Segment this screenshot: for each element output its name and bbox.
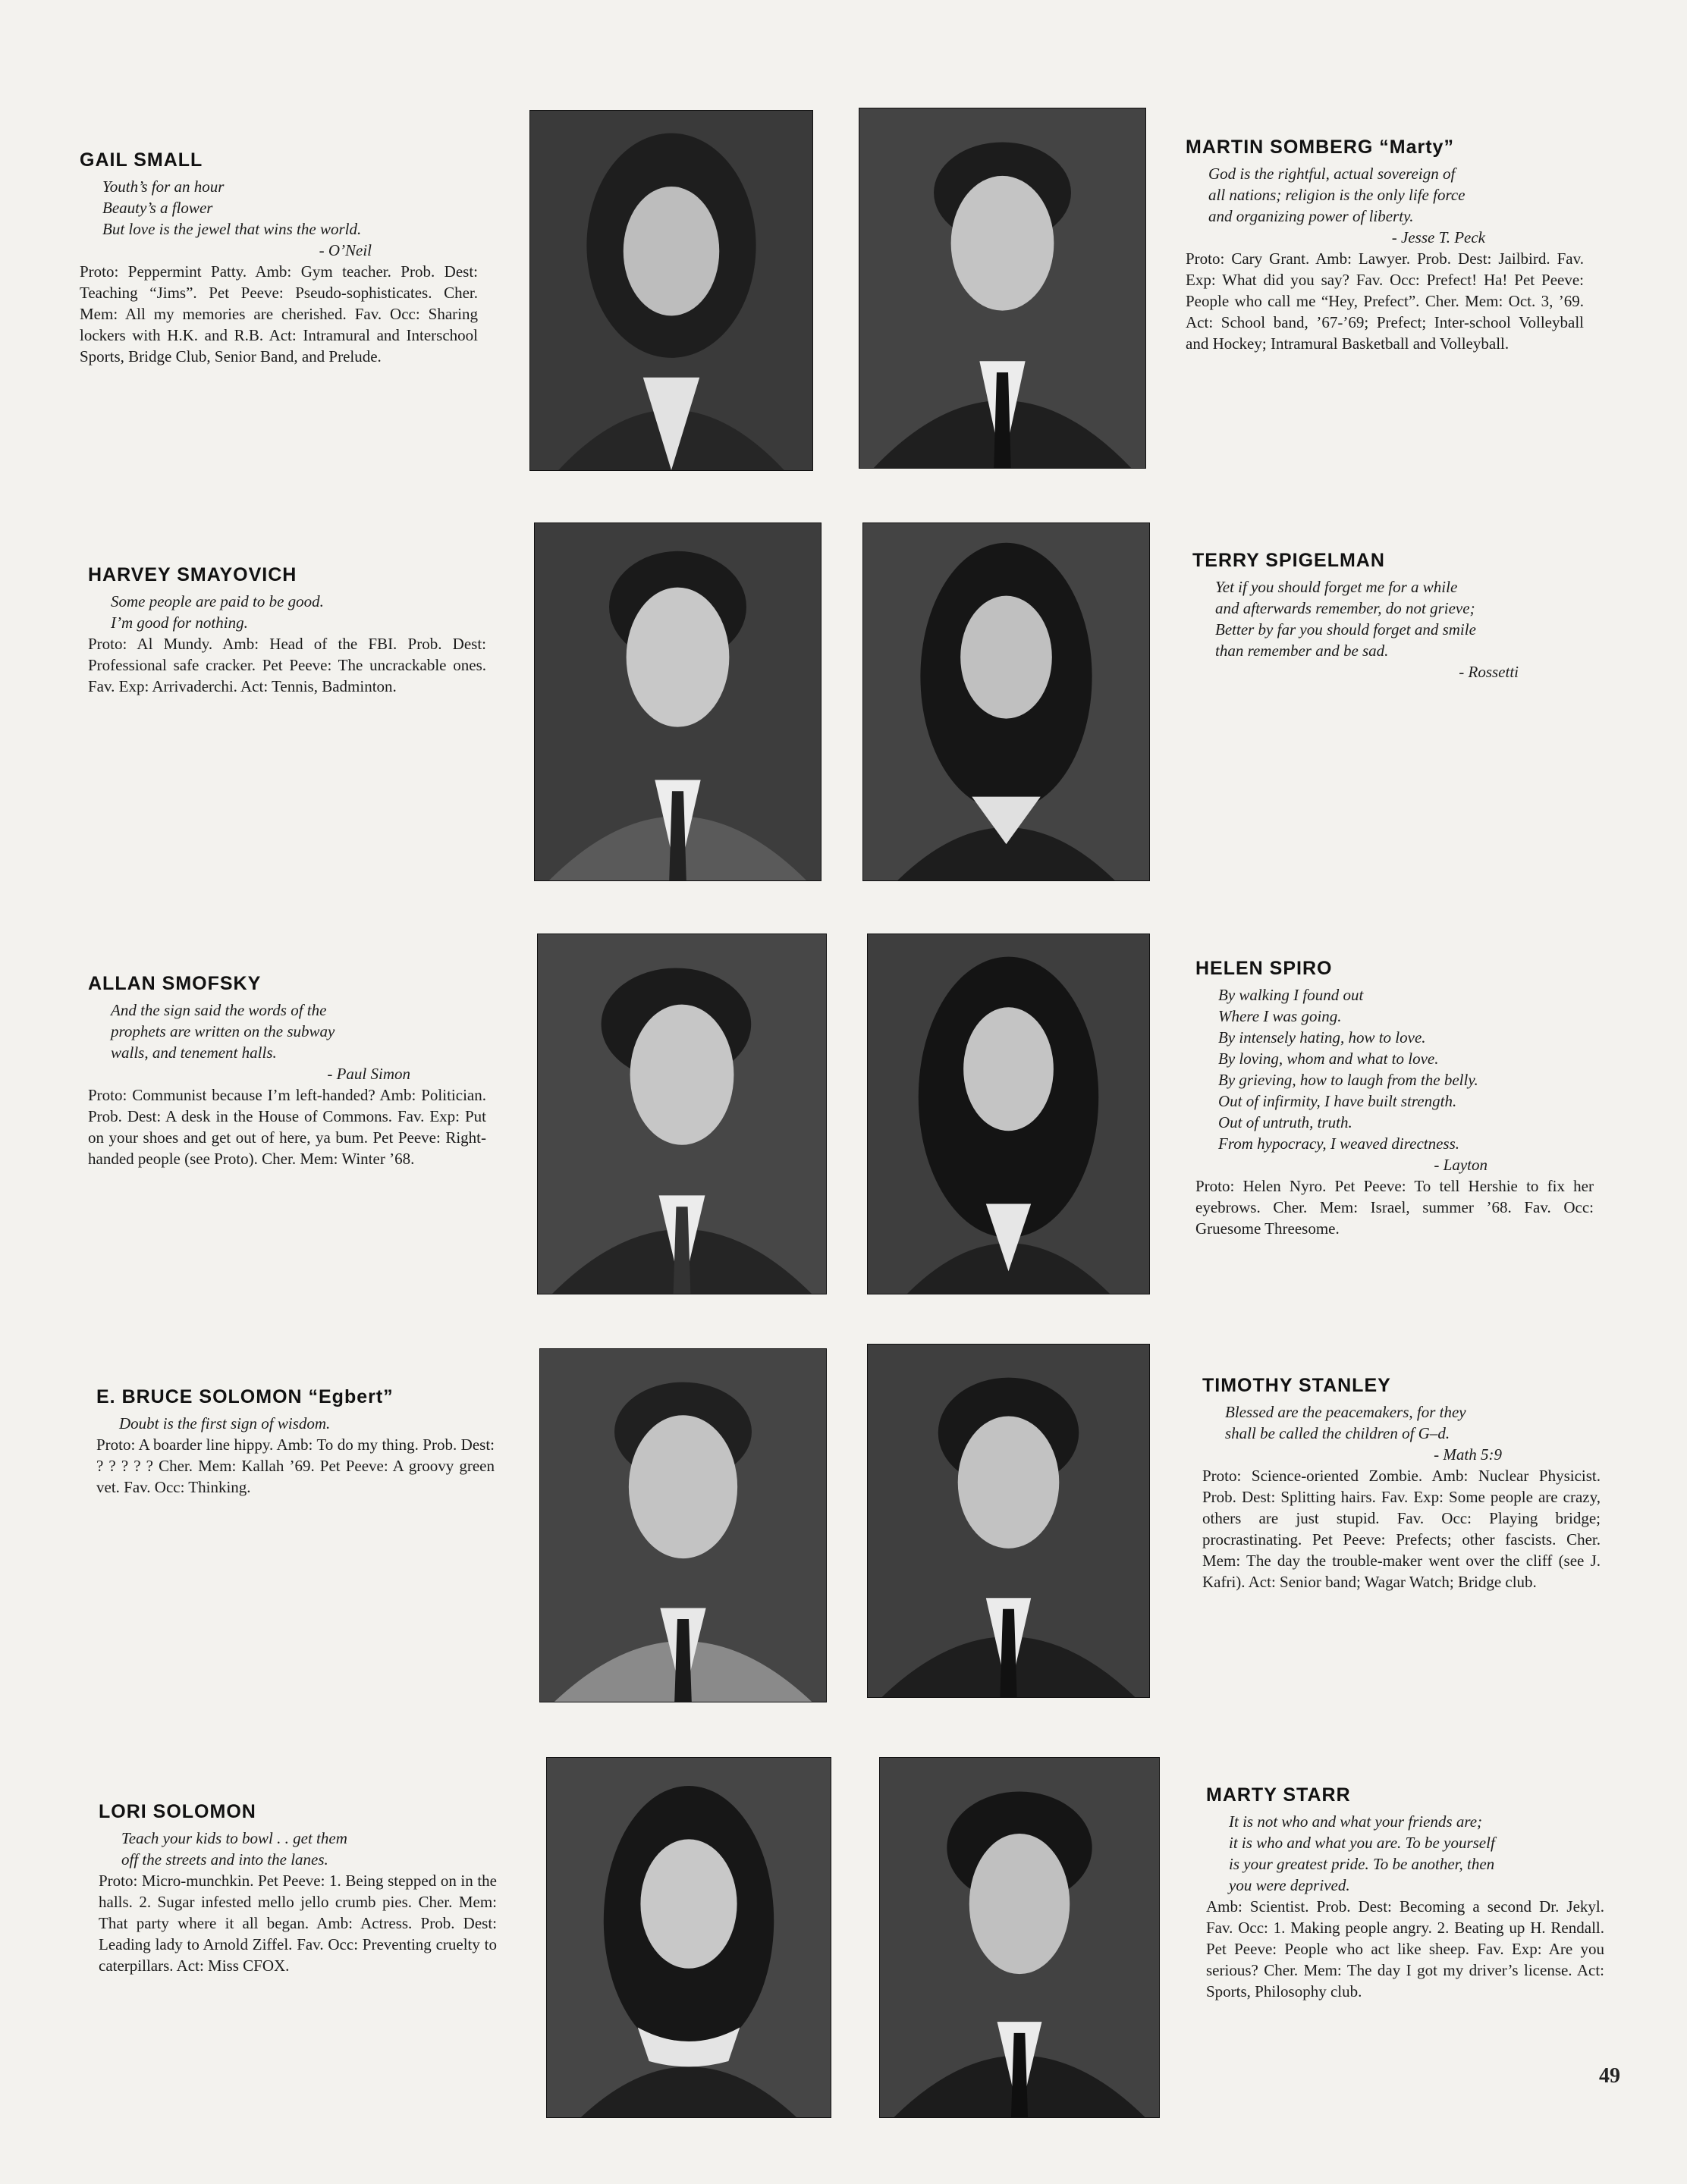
entry-harvey-smayovich [88, 564, 486, 697]
student-quote [99, 1828, 497, 1870]
quote-line: all nations; religion is the only life force [1208, 186, 1466, 204]
quote-line: Doubt is the first sign of wisdom. [119, 1414, 331, 1432]
quote-line: God is the rightful, actual sovereign of [1208, 165, 1456, 183]
quote-line: From hypocracy, I weaved directness. [1218, 1134, 1460, 1153]
student-bio: Proto: Helen Nyro. Pet Peeve: To tell Hershie to fix her eyebrows. Cher. Mem: Israel, summer ’68. Fav. Occ: Gruesome Threesome. [1195, 1177, 1594, 1238]
quote-line: shall be called the children of G–d. [1225, 1424, 1450, 1442]
portrait-allan-smofsky [537, 934, 827, 1294]
quote-line: prophets are written on the subway [111, 1022, 335, 1040]
student-quote [96, 1413, 495, 1434]
quote-attribution: - Jesse T. Peck [1391, 228, 1485, 246]
student-bio: Proto: Al Mundy. Amb: Head of the FBI. Prob. Dest: Professional safe cracker. Pet Peeve: The uncrackable ones. Fav. Exp: Arrivaderchi. Act: Tennis, Badminton. [88, 635, 486, 695]
student-quote [1206, 1811, 1604, 1896]
student-bio: Proto: Communist because I’m left-handed? Amb: Politician. Prob. Dest: A desk in the House of Commons. Fav. Exp: Put on your shoes and get out of here, ya bum. Pet Peeve: Right-handed people (see Proto). Cher. Mem: Winter ’68. [88, 1086, 486, 1168]
portrait-gail-small [529, 110, 813, 471]
entry-helen-spiro [1195, 958, 1594, 1239]
quote-line: Where I was going. [1218, 1007, 1342, 1025]
portrait-lori-solomon [546, 1757, 831, 2118]
student-quote [1195, 984, 1594, 1154]
quote-attribution: - Rossetti [1459, 663, 1519, 681]
portrait-martin-somberg [859, 108, 1146, 469]
portrait-e-bruce-solomon [539, 1348, 827, 1702]
entry-e-bruce-solomon [96, 1386, 495, 1498]
entry-timothy-stanley [1202, 1375, 1601, 1592]
student-name: MARTIN SOMBERG “Marty” [1186, 136, 1454, 158]
student-name: TERRY SPIGELMAN [1192, 550, 1385, 571]
entry-lori-solomon [99, 1801, 497, 1976]
quote-line: And the sign said the words of the [111, 1001, 327, 1019]
student-name: HARVEY SMAYOVICH [88, 564, 297, 585]
portrait-helen-spiro [867, 934, 1150, 1294]
student-name: GAIL SMALL [80, 149, 203, 171]
quote-attribution: - Paul Simon [327, 1065, 410, 1083]
student-bio: Proto: Micro-munchkin. Pet Peeve: 1. Being stepped on in the halls. 2. Sugar infested mello jello crumb pies. Cher. Mem: That party where it all began. Amb: Actress. Prob. Dest: Leading lady to Arnold Ziffel. Fav. Occ: Preventing cruelty to caterpillars. Act: Miss CFOX. [99, 1872, 497, 1975]
student-name: TIMOTHY STANLEY [1202, 1375, 1391, 1396]
quote-line: Teach your kids to bowl . . get them [121, 1829, 347, 1847]
student-bio: Amb: Scientist. Prob. Dest: Becoming a second Dr. Jekyl. Fav. Occ: 1. Making people angry. 2. Beating up H. Rendall. Pet Peeve: People who act like sheep. Fav. Exp: Are you serious? Cher. Mem: The day I got my driver’s license. Act: Sports, Philosophy club. [1206, 1897, 1604, 2000]
portrait-timothy-stanley [867, 1344, 1150, 1698]
quote-line: Some people are paid to be good. [111, 592, 324, 610]
quote-line: Yet if you should forget me for a while [1215, 578, 1458, 596]
quote-line: By loving, whom and what to love. [1218, 1050, 1439, 1068]
quote-line: Better by far you should forget and smile [1215, 620, 1476, 639]
student-quote [80, 176, 478, 240]
page-number: 49 [1599, 2064, 1620, 2088]
student-quote [1186, 163, 1584, 227]
quote-line: Blessed are the peacemakers, for they [1225, 1403, 1466, 1421]
quote-line: But love is the jewel that wins the world. [102, 220, 362, 238]
student-name: ALLAN SMOFSKY [88, 973, 262, 994]
entry-martin-somberg [1186, 136, 1584, 354]
entry-allan-smofsky [88, 973, 486, 1169]
quote-line: Out of infirmity, I have built strength. [1218, 1092, 1457, 1110]
quote-line: and afterwards remember, do not grieve; [1215, 599, 1475, 617]
student-bio: Proto: Peppermint Patty. Amb: Gym teacher. Prob. Dest: Teaching “Jims”. Pet Peeve: Pseudo-sophisticates. Cher. Mem: All my memories are cherished. Fav. Occ: Sharing lockers with H.K. and R.B. Act: Intramural and Interschool Sports, Bridge Club, Senior Band, and Prelude. [80, 262, 478, 366]
entry-gail-small [80, 149, 478, 367]
quote-line: is your greatest pride. To be another, then [1229, 1855, 1495, 1873]
portrait-terry-spigelman [862, 522, 1150, 881]
student-name: MARTY STARR [1206, 1784, 1351, 1806]
student-quote [1202, 1401, 1601, 1444]
quote-line: you were deprived. [1229, 1876, 1350, 1894]
quote-attribution: - Layton [1434, 1156, 1488, 1174]
quote-line: Youth’s for an hour [102, 177, 225, 196]
quote-attribution: - Math 5:9 [1434, 1445, 1502, 1464]
student-name: HELEN SPIRO [1195, 958, 1333, 979]
quote-line: By intensely hating, how to love. [1218, 1028, 1426, 1046]
quote-line: it is who and what you are. To be yourself [1229, 1834, 1495, 1852]
entry-marty-starr [1206, 1784, 1604, 2002]
student-bio: Proto: A boarder line hippy. Amb: To do my thing. Prob. Dest: ? ? ? ? ? Cher. Mem: Kallah ’69. Pet Peeve: A groovy green vet. Fav. Occ: Thinking. [96, 1436, 495, 1496]
quote-line: walls, and tenement halls. [111, 1043, 277, 1062]
quote-attribution: - O’Neil [319, 241, 372, 259]
quote-line: By walking I found out [1218, 986, 1364, 1004]
portrait-harvey-smayovich [534, 522, 822, 881]
student-bio: Proto: Cary Grant. Amb: Lawyer. Prob. Dest: Jailbird. Fav. Exp: What did you say? Fav. Occ: Prefect! Ha! Pet Peeve: People who call me “Hey, Prefect”. Cher. Mem: Oct. 3, ’69. Act: School band, ’67-’69; Prefect; Inter-school Volleyball and Hockey; Intramural Basketball and Volleyball. [1186, 249, 1584, 353]
quote-line: By grieving, how to laugh from the belly. [1218, 1071, 1478, 1089]
student-quote [1192, 576, 1587, 661]
quote-line: Beauty’s a flower [102, 199, 213, 217]
quote-line: Out of untruth, truth. [1218, 1113, 1352, 1131]
student-bio: Proto: Science-oriented Zombie. Amb: Nuclear Physicist. Prob. Dest: Splitting hairs. Fav. Exp: Some people are crazy, others are just stupid. Fav. Occ: Playing bridge; procrastinating. Pet Peeve: Prefects; other fascists. Cher. Mem: The day the trouble-maker went over the cliff (see J. Kafri). Act: Senior band; Wagar Watch; Bridge club. [1202, 1467, 1601, 1591]
student-name: E. BRUCE SOLOMON “Egbert” [96, 1386, 394, 1407]
entry-terry-spigelman [1192, 550, 1587, 682]
quote-line: and organizing power of liberty. [1208, 207, 1414, 225]
quote-line: It is not who and what your friends are; [1229, 1812, 1483, 1831]
quote-line: I’m good for nothing. [111, 613, 248, 632]
quote-line: than remember and be sad. [1215, 642, 1389, 660]
student-quote [88, 591, 486, 633]
quote-line: off the streets and into the lanes. [121, 1850, 328, 1869]
student-quote [88, 999, 486, 1063]
portrait-marty-starr [879, 1757, 1160, 2118]
student-name: LORI SOLOMON [99, 1801, 256, 1822]
